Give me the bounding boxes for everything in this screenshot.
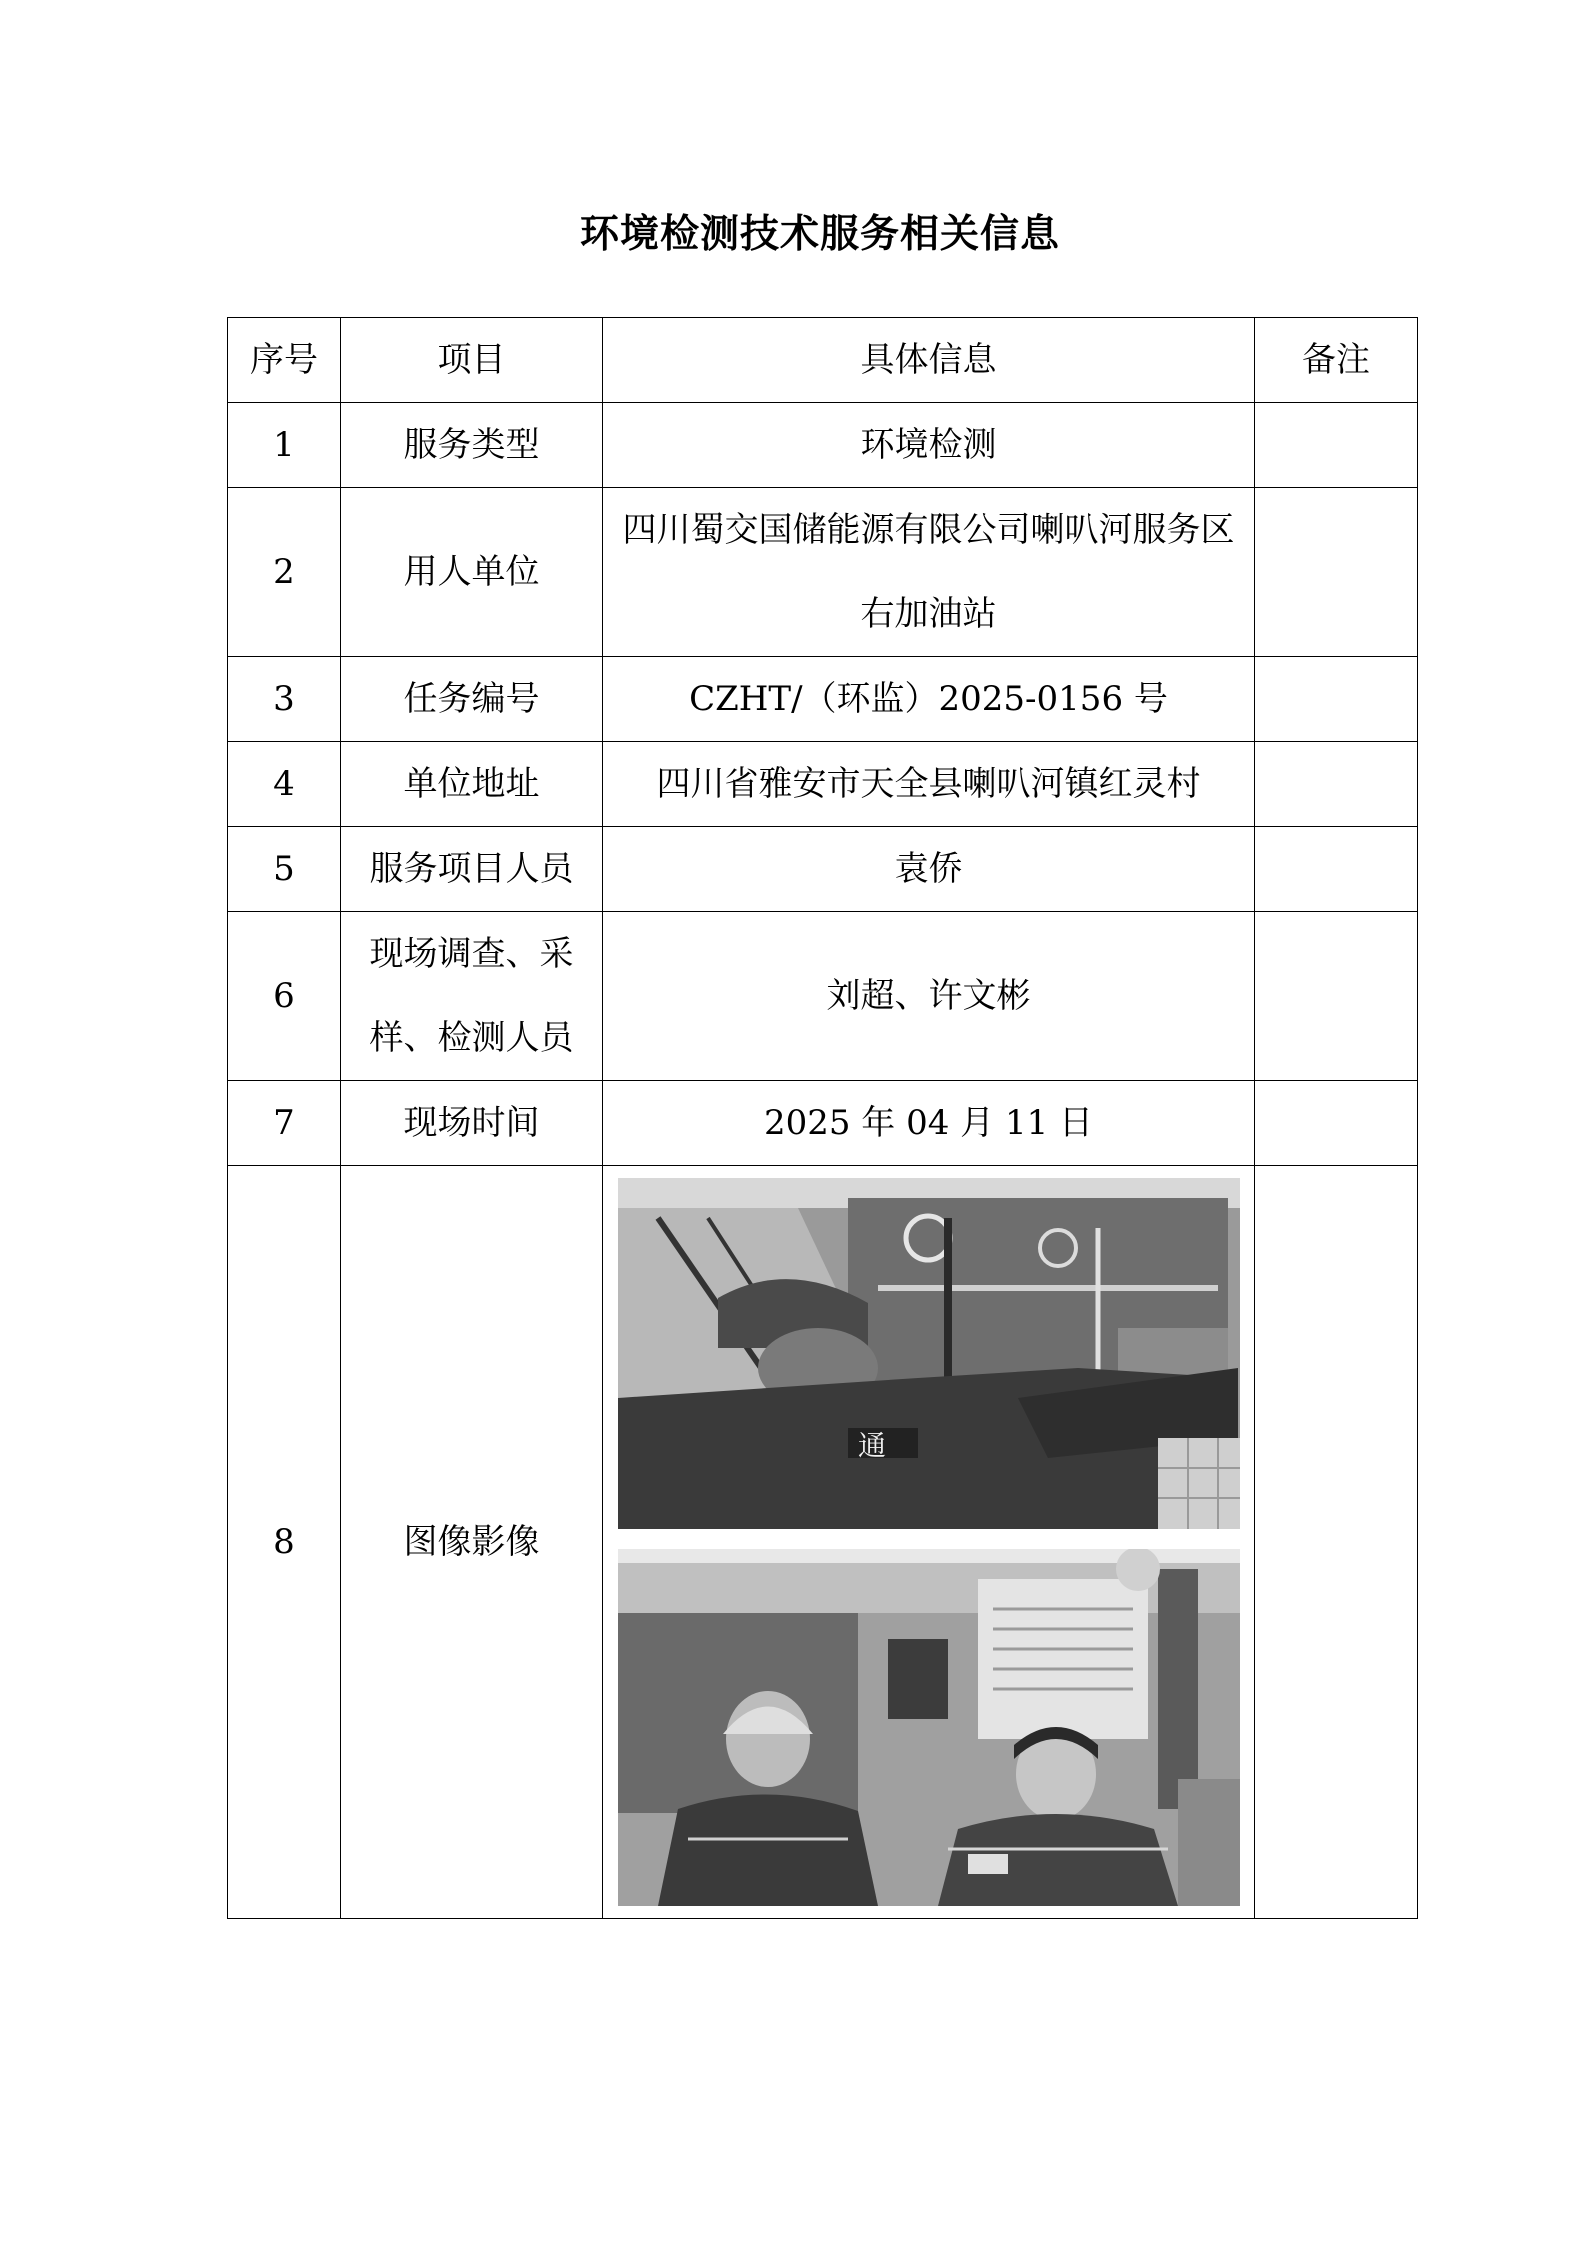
cell-item: 服务类型 (341, 403, 603, 488)
cell-detail: 袁侨 (603, 827, 1255, 912)
cell-seq: 5 (228, 827, 341, 912)
cell-remark (1255, 1081, 1418, 1166)
cell-detail: 四川省雅安市天全县喇叭河镇红灵村 (603, 742, 1255, 827)
site-photo-personnel (618, 1549, 1240, 1906)
cell-seq: 7 (228, 1081, 341, 1166)
cell-detail: 环境检测 (603, 403, 1255, 488)
cell-seq: 3 (228, 657, 341, 742)
header-seq: 序号 (228, 318, 341, 403)
table-row (228, 403, 1418, 488)
cell-remark (1255, 1166, 1418, 1919)
site-photo-personnel-image (618, 1549, 1240, 1906)
jacket-badge-text: 通 (857, 1429, 886, 1462)
cell-seq: 4 (228, 742, 341, 827)
header-remark: 备注 (1255, 318, 1418, 403)
cell-remark (1255, 912, 1418, 1081)
cell-seq: 6 (228, 912, 341, 1081)
table-row (228, 657, 1418, 742)
cell-item: 用人单位 (341, 488, 603, 657)
site-photo-inspection-image (618, 1178, 1240, 1529)
table-row (228, 742, 1418, 827)
cell-item: 任务编号 (341, 657, 603, 742)
cell-detail: 2025 年 04 月 11 日 (603, 1081, 1255, 1166)
cell-seq: 8 (228, 1166, 341, 1919)
table-header-row (228, 318, 1418, 403)
cell-detail: 刘超、许文彬 (603, 912, 1255, 1081)
cell-remark (1255, 742, 1418, 827)
cell-detail: CZHT/（环监）2025-0156 号 (603, 657, 1255, 742)
cell-item: 图像影像 (341, 1166, 603, 1919)
cell-item: 现场调查、采样、检测人员 (341, 912, 603, 1081)
cell-detail-photos (603, 1166, 1255, 1919)
table-row (228, 1081, 1418, 1166)
cell-remark (1255, 488, 1418, 657)
header-detail: 具体信息 (603, 318, 1255, 403)
document-title: 环境检测技术服务相关信息 (579, 211, 1060, 257)
header-item: 项目 (341, 318, 603, 403)
cell-detail: 四川蜀交国储能源有限公司喇叭河服务区右加油站 (603, 488, 1255, 657)
table-row (228, 1166, 1418, 1919)
table-row (228, 827, 1418, 912)
cell-item: 现场时间 (341, 1081, 603, 1166)
cell-seq: 1 (228, 403, 341, 488)
cell-remark (1255, 827, 1418, 912)
table-row (228, 912, 1418, 1081)
site-photo-inspection (618, 1178, 1240, 1529)
cell-item: 单位地址 (341, 742, 603, 827)
cell-remark (1255, 403, 1418, 488)
info-table (227, 317, 1418, 1919)
cell-remark (1255, 657, 1418, 742)
cell-seq: 2 (228, 488, 341, 657)
table-row (228, 488, 1418, 657)
cell-item: 服务项目人员 (341, 827, 603, 912)
